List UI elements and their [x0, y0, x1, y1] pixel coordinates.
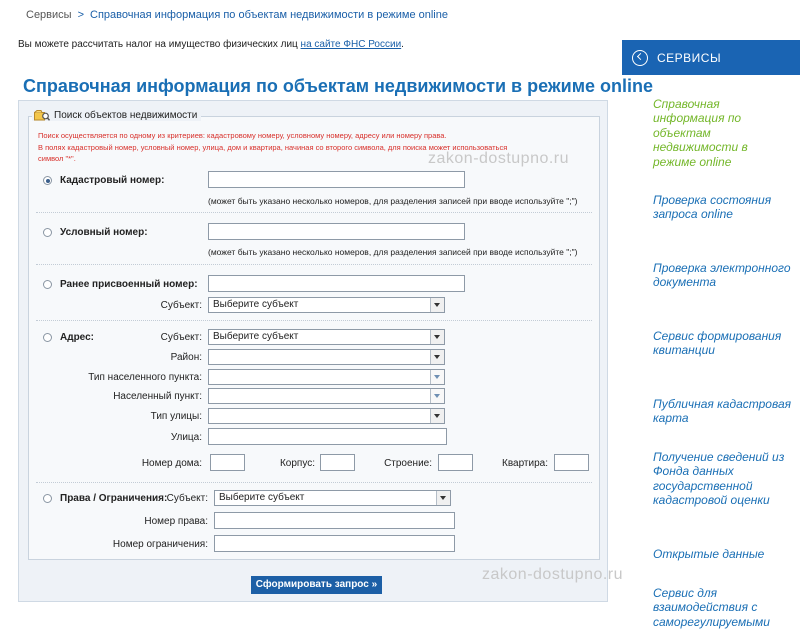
section-divider	[36, 320, 592, 321]
house-input[interactable]	[210, 454, 245, 471]
previous-number-input[interactable]	[208, 275, 465, 292]
previous-subject-select[interactable]	[208, 297, 445, 313]
sidebar-item-valuation-fund[interactable]: Получение сведений из Фонда данных государственной кадастровой оценки	[653, 450, 785, 508]
sidebar-item-e-document-check[interactable]: Проверка электронного документа	[653, 261, 791, 290]
page-title: Справочная информация по объектам недвижимости в режиме online	[23, 76, 654, 96]
sidebar-item-sro-service[interactable]: Сервис для взаимодействия с саморегулируемыми	[653, 586, 770, 629]
settlement-select[interactable]	[208, 388, 445, 404]
intro-tail: .	[401, 39, 404, 50]
intro-sentence: Вы можете рассчитать налог на имущество физических лиц	[18, 39, 298, 50]
apartment-input[interactable]	[554, 454, 589, 471]
intro-text	[18, 39, 404, 50]
breadcrumb-separator: >	[77, 9, 85, 21]
sidebar-item-receipt-service[interactable]: Сервис формирования квитанции	[653, 329, 782, 358]
settlement-type-select[interactable]	[208, 369, 445, 385]
address-radio[interactable]	[43, 333, 52, 342]
conditional-note: (может быть указано несколько номеров, для разделения записей при вводе используйте ";")	[208, 247, 578, 257]
chevron-left-circle-icon[interactable]	[632, 50, 648, 66]
chevron-down-icon[interactable]	[430, 330, 444, 344]
cadastral-note: (может быть указано несколько номеров, для разделения записей при вводе используйте ";")	[208, 196, 578, 206]
address-label: Адрес:	[60, 332, 94, 343]
street-type-select[interactable]	[208, 408, 445, 424]
search-objects-icon	[34, 110, 50, 121]
chevron-down-icon[interactable]	[436, 491, 450, 505]
breadcrumb-services-link[interactable]: Сервисы	[26, 9, 72, 21]
structure-input[interactable]	[438, 454, 473, 471]
sidebar-item-cadastral-map[interactable]: Публичная кадастровая карта	[653, 397, 792, 426]
rights-label: Права / Ограничения:	[60, 493, 168, 504]
chevron-down-icon[interactable]	[430, 370, 444, 384]
settlement-type-label: Тип населенного пункта:	[88, 372, 202, 383]
street-type-label: Тип улицы:	[150, 411, 202, 422]
cadastral-number-input[interactable]	[208, 171, 465, 188]
street-label: Улица:	[170, 432, 202, 443]
address-subject-value: Выберите субъект	[213, 331, 299, 342]
hint-line-3: символ "*".	[38, 154, 76, 163]
address-subject-select[interactable]	[208, 329, 445, 345]
building-input[interactable]	[320, 454, 355, 471]
apartment-label: Квартира:	[502, 458, 548, 469]
rights-radio[interactable]	[43, 494, 52, 503]
chevron-down-icon[interactable]	[430, 389, 444, 403]
restriction-number-input[interactable]	[214, 535, 455, 552]
sidebar-item-request-status[interactable]: Проверка состояния запроса online	[653, 193, 772, 222]
right-number-input[interactable]	[214, 512, 455, 529]
submit-request-button[interactable]: Сформировать запрос »	[251, 576, 382, 594]
conditional-label: Условный номер:	[60, 227, 148, 238]
sidebar-item-open-data[interactable]: Открытые данные	[653, 547, 765, 561]
right-number-label: Номер права:	[144, 516, 208, 527]
legend-text: Поиск объектов недвижимости	[54, 110, 198, 121]
sidebar-title: СЕРВИСЫ	[657, 50, 722, 65]
breadcrumb-current[interactable]: Справочная информация по объектам недвижимости в режиме online	[90, 9, 448, 21]
rights-subject-label: Субъект:	[166, 493, 208, 504]
chevron-down-icon[interactable]	[430, 298, 444, 312]
district-label: Район:	[170, 352, 202, 363]
cadastral-radio[interactable]	[43, 176, 52, 185]
fns-link[interactable]: на сайте ФНС России	[300, 39, 402, 50]
sidebar-header[interactable]	[622, 40, 800, 75]
section-divider	[36, 482, 592, 483]
hint-line-2: В полях кадастровый номер, условный номер, улица, дом и квартира, начиная со второго символа, для поиска может использоваться	[38, 143, 508, 152]
rights-subject-select[interactable]	[214, 490, 451, 506]
previous-radio[interactable]	[43, 280, 52, 289]
house-label: Номер дома:	[141, 458, 202, 469]
structure-label: Строение:	[384, 458, 432, 469]
section-divider	[36, 264, 592, 265]
street-input[interactable]	[208, 428, 447, 445]
chevron-down-icon[interactable]	[430, 409, 444, 423]
conditional-number-input[interactable]	[208, 223, 465, 240]
address-subject-label: Субъект:	[160, 332, 202, 343]
rights-subject-value: Выберите субъект	[219, 492, 305, 503]
fieldset-legend	[32, 110, 201, 121]
building-label: Корпус:	[279, 458, 315, 469]
sidebar-item-reference-info[interactable]: Справочная информация по объектам недвижимости в режиме online	[653, 97, 748, 169]
previous-subject-label: Субъект:	[160, 300, 202, 311]
previous-label: Ранее присвоенный номер:	[60, 279, 198, 290]
section-divider	[36, 212, 592, 213]
hint-line-1: Поиск осуществляется по одному из критериев: кадастровому номеру, условному номеру, адресу или номеру права.	[38, 131, 447, 140]
cadastral-label: Кадастровый номер:	[60, 175, 165, 186]
restriction-number-label: Номер ограничения:	[112, 539, 208, 550]
watermark: zakon-dostupno.ru	[428, 150, 570, 167]
watermark: zakon-dostupno.ru	[482, 566, 624, 583]
previous-subject-value: Выберите субъект	[213, 299, 299, 310]
district-select[interactable]	[208, 349, 445, 365]
conditional-radio[interactable]	[43, 228, 52, 237]
breadcrumb	[26, 9, 448, 21]
chevron-down-icon[interactable]	[430, 350, 444, 364]
settlement-label: Населенный пункт:	[113, 391, 202, 402]
